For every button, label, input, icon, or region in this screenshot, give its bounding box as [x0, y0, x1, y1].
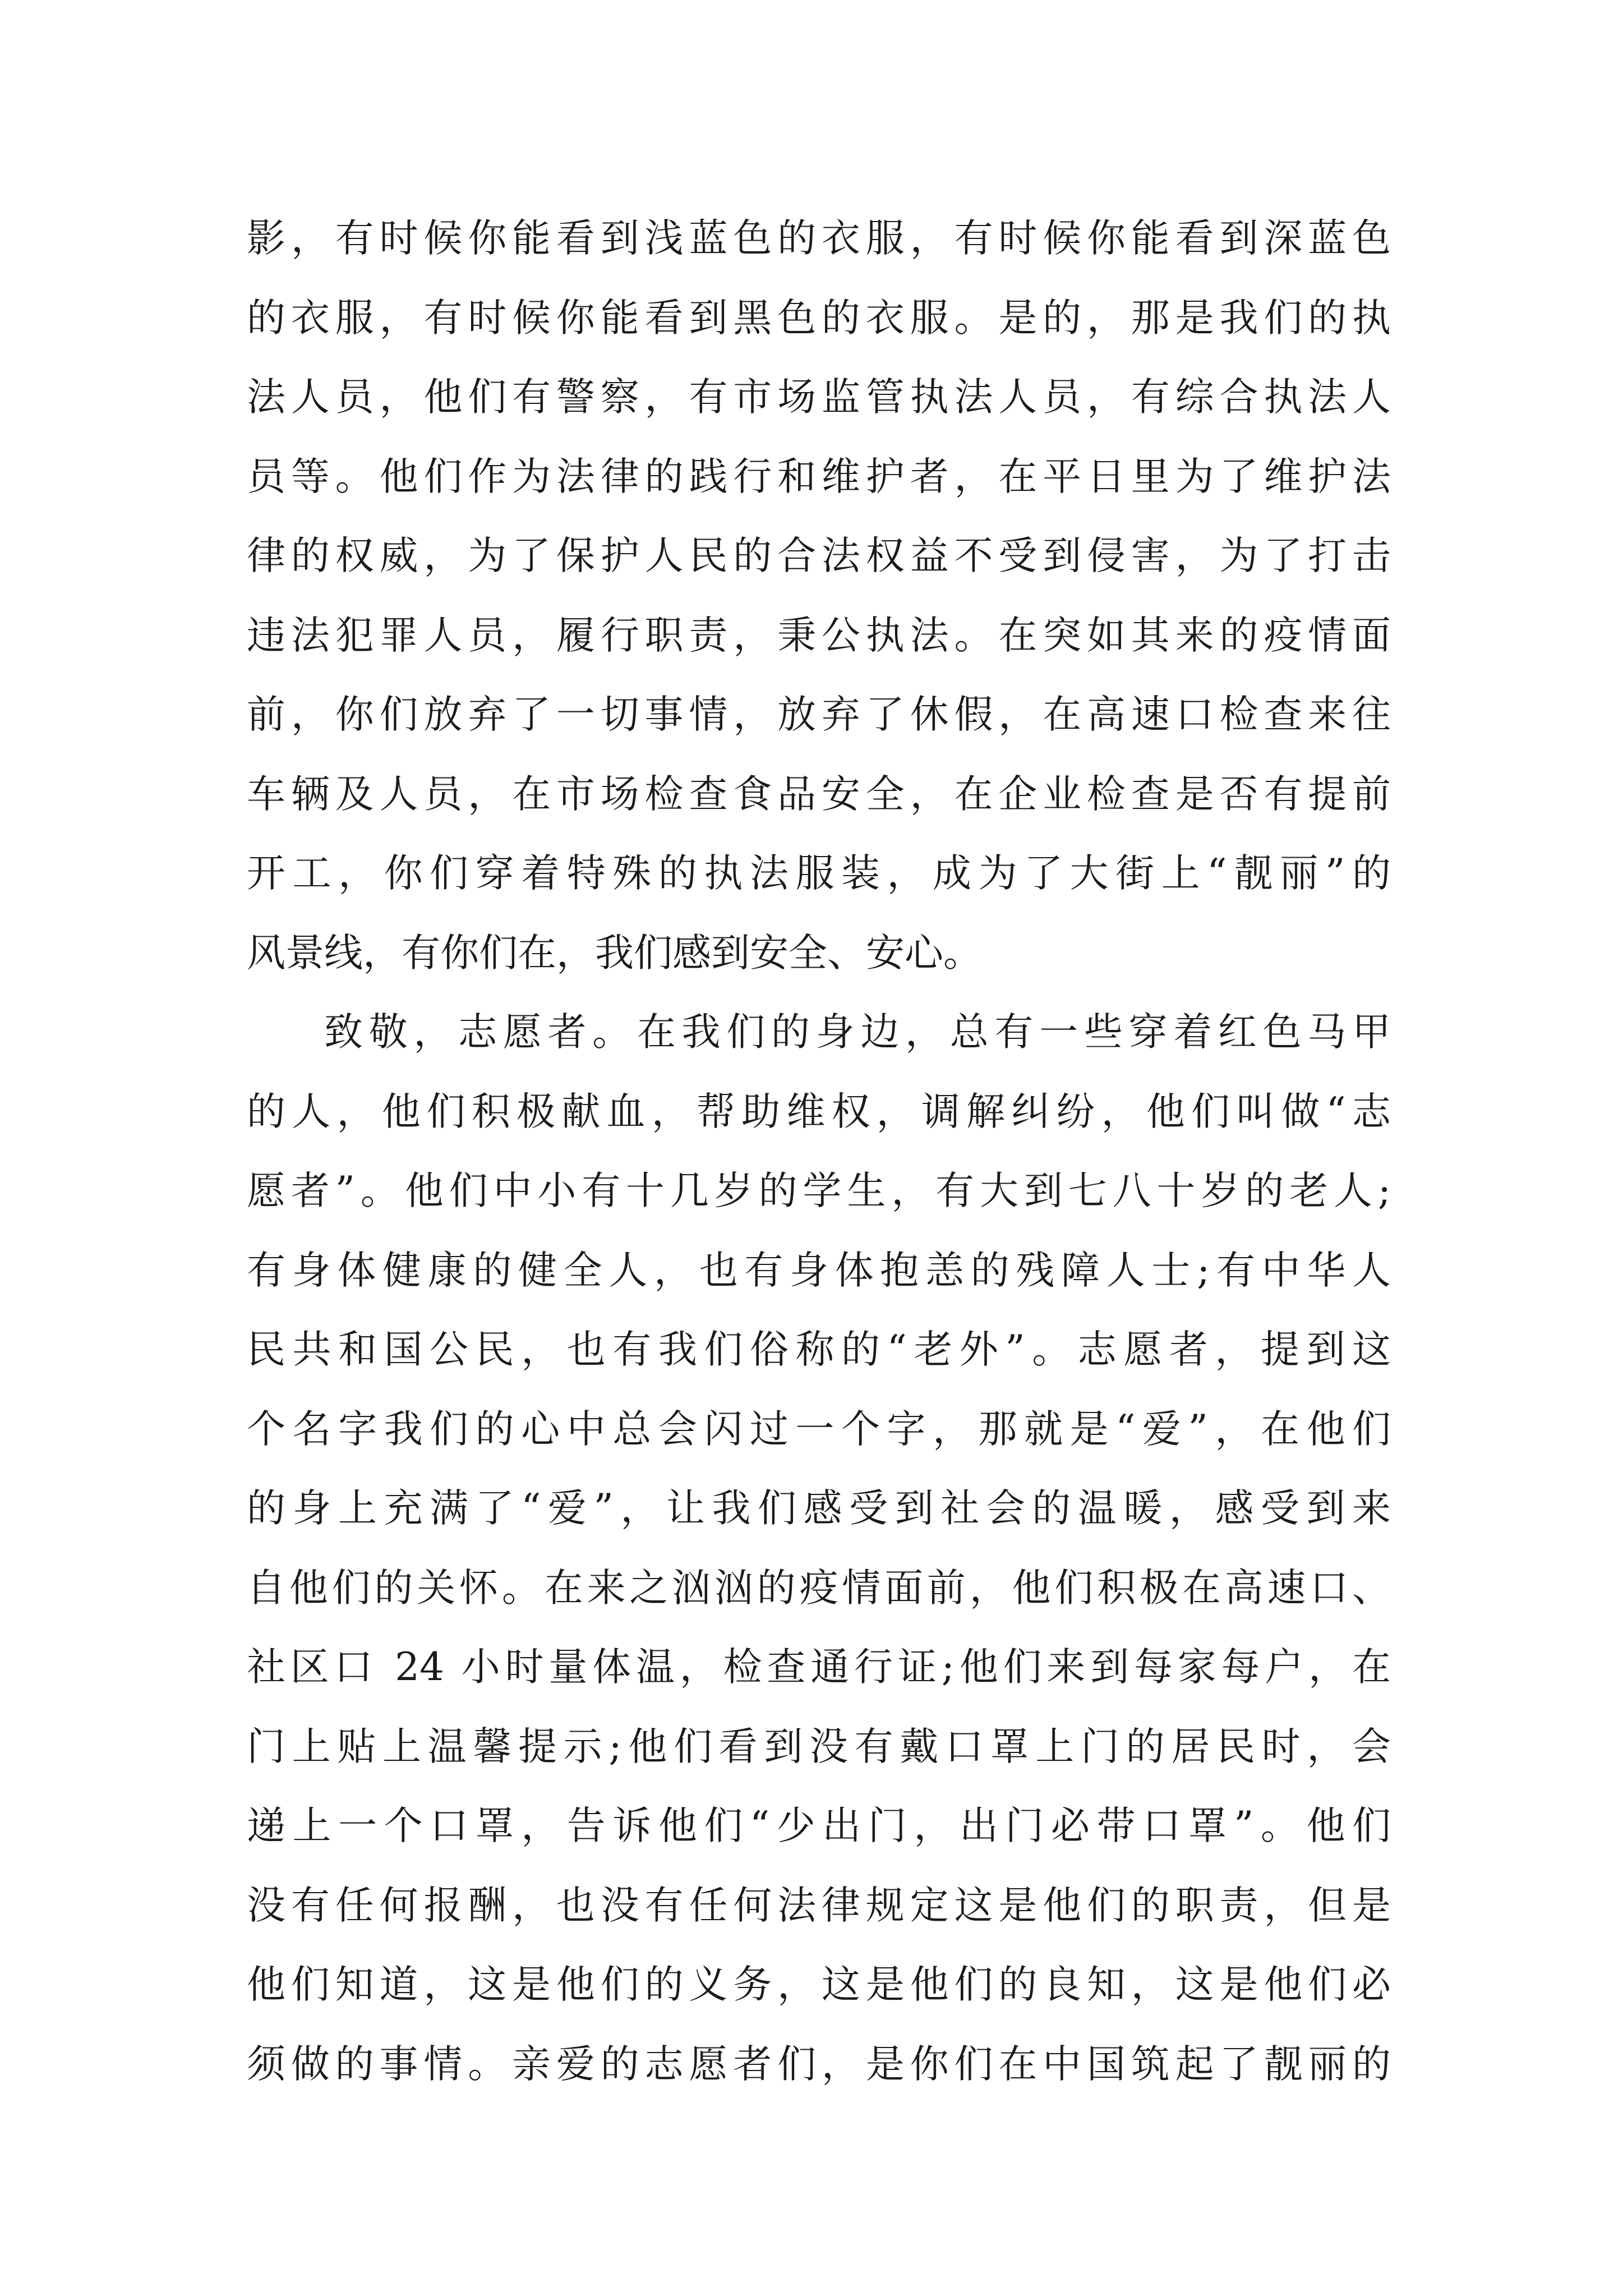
text-line: 违法犯罪人员，履行职责，秉公执法。在突如其来的疫情面 [247, 613, 1391, 658]
text-line: 须做的事情。亲爱的志愿者们，是你们在中国筑起了靓丽的 [247, 2041, 1391, 2087]
document-body [247, 199, 1391, 2104]
text-line: 社区口 24 小时量体温，检查通行证;他们来到每家每户，在 [247, 1645, 1391, 1690]
text-line: 的人，他们积极献血，帮助维权，调解纠纷，他们叫做“志 [247, 1089, 1391, 1134]
text-line: 开工，你们穿着特殊的执法服装，成为了大街上“靓丽”的 [247, 851, 1391, 896]
text-line: 民共和国公民，也有我们俗称的“老外”。志愿者，提到这 [247, 1327, 1391, 1372]
text-line: 风景线，有你们在，我们感到安全、安心。 [247, 930, 982, 976]
text-line: 没有任何报酬，也没有任何法律规定这是他们的职责，但是 [247, 1883, 1391, 1928]
text-line: 影，有时候你能看到浅蓝色的衣服，有时候你能看到深蓝色 [247, 216, 1391, 261]
text-line: 的衣服，有时候你能看到黑色的衣服。是的，那是我们的执 [247, 295, 1391, 341]
text-line: 门上贴上温馨提示;他们看到没有戴口罩上门的居民时，会 [247, 1724, 1391, 1769]
text-line: 愿者”。他们中小有十几岁的学生，有大到七八十岁的老人; [247, 1168, 1391, 1213]
text-line: 的身上充满了“爱”，让我们感受到社会的温暖，感受到来 [247, 1486, 1391, 1531]
text-line: 自他们的关怀。在来之汹汹的疫情面前，他们积极在高速口、 [247, 1565, 1391, 1611]
text-line: 递上一个口罩，告诉他们“少出门，出门必带口罩”。他们 [247, 1803, 1391, 1848]
text-line: 律的权威，为了保护人民的合法权益不受到侵害，为了打击 [247, 533, 1391, 578]
paragraph-start-line: 致敬，志愿者。在我们的身边，总有一些穿着红色马甲 [324, 1010, 1391, 1055]
text-line: 员等。他们作为法律的践行和维护者，在平日里为了维护法 [247, 454, 1391, 499]
text-line: 有身体健康的健全人，也有身体抱恙的残障人士;有中华人 [247, 1248, 1391, 1293]
text-line: 个名字我们的心中总会闪过一个字，那就是“爱”，在他们 [247, 1406, 1391, 1452]
text-line: 法人员，他们有警察，有市场监管执法人员，有综合执法人 [247, 375, 1391, 420]
text-line: 车辆及人员，在市场检查食品安全，在企业检查是否有提前 [247, 771, 1391, 817]
text-line: 前，你们放弃了一切事情，放弃了休假，在高速口检查来往 [247, 692, 1391, 737]
text-line: 他们知道，这是他们的义务，这是他们的良知，这是他们必 [247, 1962, 1391, 2007]
